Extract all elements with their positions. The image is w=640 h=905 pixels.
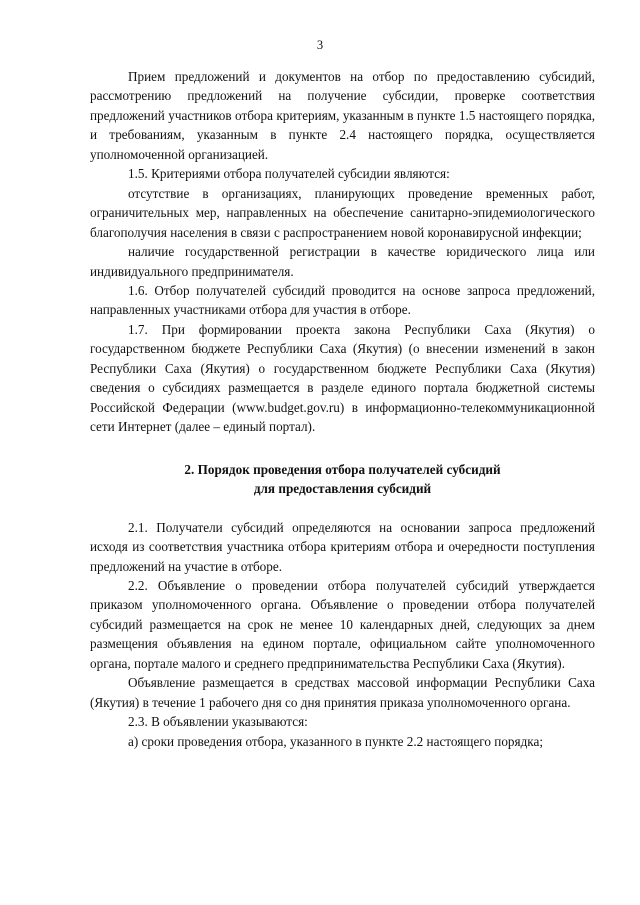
paragraph-announcement-media: Объявление размещается в средствах массовой информации Республики Саха (Якутия) в течение 1 рабочего дня со дня принятия приказа уполномоченного органа. xyxy=(90,675,595,710)
paragraph-acceptance-of-proposals: Прием предложений и документов на отбор по предоставлению субсидий, рассмотрению предложений на получение субсидии, проверке соответствия предложений участников отбора критериям, указанным в пункте 1.5 настоящего порядка, и требованиям, указанным в пункте 2.4 настоящего порядка, осуществляется уполномоченной организацией. xyxy=(90,69,595,162)
paragraph-2-3-contents: 2.3. В объявлении указываются: xyxy=(128,714,308,730)
paragraph-criterion-no-restrictions: отсутствие в организациях, планирующих проведение временных работ, ограничительных мер, направленных на обеспечение санитарно-эпидемиологического благополучия населения в связи с распространением новой коронавирусной инфекции; xyxy=(90,185,595,240)
paragraph-1-5-criteria-heading: 1.5. Критериями отбора получателей субсидии являются: xyxy=(128,166,450,182)
paragraph-2-3-a-deadlines: а) сроки проведения отбора, указанного в пункте 2.2 настоящего порядка; xyxy=(128,733,544,749)
paragraph-1-6-selection: 1.6. Отбор получателей субсидий проводится на основе запроса предложений, направленных участниками отбора для участия в отборе. xyxy=(90,282,595,318)
paragraph-criterion-registration: наличие государственной регистрации в качестве юридического лица или индивидуального предпринимателя. xyxy=(90,244,595,279)
paragraph-2-1-recipients: 2.1. Получатели субсидий определяются на основании запроса предложений исходя из соответствия участника отбора критериям отбора и очередности поступления предложений на участие в отборе. xyxy=(90,519,595,574)
section-title-line-1: 2. Порядок проведения отбора получателей субсидий xyxy=(184,461,501,477)
paragraph-2-2-announcement: 2.2. Объявление о проведении отбора получателей субсидий утверждается приказом уполномоченного органа. Объявление о проведении отбора получателей субсидий размещается на срок не менее 10 календарных дней, следующих за днем размещения объявления на едином портале, официальном сайте уполномоченного органа, портале малого и среднего предпринимательства Республики Саха (Якутия). xyxy=(90,577,595,671)
paragraph-1-7-budget-law: 1.7. При формировании проекта закона Республики Саха (Якутия) о государственном бюджете Республики Саха (Якутия) (о внесении изменений в закон Республики Саха (Якутия) о государственном бюджете Республики Саха (Якутия) сведения о субсидиях размещается в разделе единого портала бюджетной системы Российской Федерации (www.budget.gov.ru) в информационно-телекоммуникационной сети Интернет (далее – единый портал). xyxy=(90,321,595,435)
section-title-line-2: для предоставления субсидий xyxy=(253,481,432,497)
page-number: 3 xyxy=(316,38,324,52)
document-body xyxy=(90,67,595,751)
